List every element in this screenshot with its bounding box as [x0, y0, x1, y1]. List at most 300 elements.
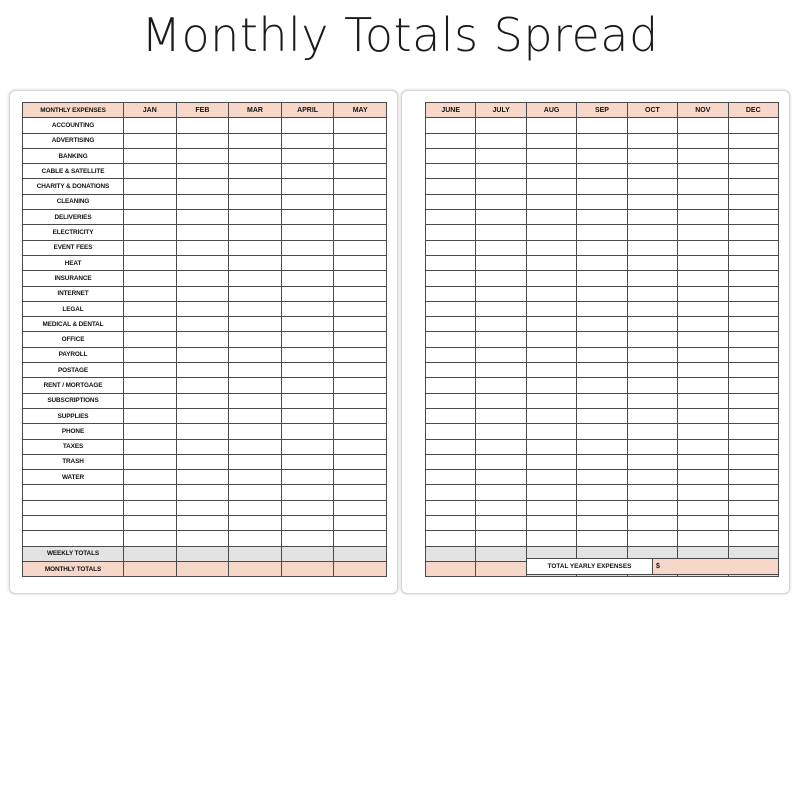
amount-cell[interactable] — [281, 225, 334, 240]
amount-cell[interactable] — [124, 561, 177, 576]
amount-cell[interactable] — [526, 194, 576, 209]
amount-cell[interactable] — [124, 454, 177, 469]
amount-cell[interactable] — [678, 470, 728, 485]
amount-cell[interactable] — [176, 516, 229, 531]
amount-cell[interactable] — [476, 424, 526, 439]
amount-cell[interactable] — [678, 531, 728, 546]
amount-cell[interactable] — [334, 240, 387, 255]
amount-cell[interactable] — [728, 531, 778, 546]
amount-cell[interactable] — [526, 470, 576, 485]
amount-cell[interactable] — [176, 378, 229, 393]
amount-cell[interactable] — [426, 179, 476, 194]
amount-cell[interactable] — [229, 500, 282, 515]
amount-cell[interactable] — [577, 332, 627, 347]
amount-cell[interactable] — [728, 470, 778, 485]
amount-cell[interactable] — [229, 225, 282, 240]
amount-cell[interactable] — [728, 118, 778, 133]
amount-cell[interactable] — [334, 454, 387, 469]
amount-cell[interactable] — [627, 271, 677, 286]
amount-cell[interactable] — [124, 225, 177, 240]
amount-cell[interactable] — [281, 164, 334, 179]
amount-cell[interactable] — [627, 301, 677, 316]
amount-cell[interactable] — [577, 485, 627, 500]
amount-cell[interactable] — [176, 363, 229, 378]
amount-cell[interactable] — [728, 500, 778, 515]
amount-cell[interactable] — [281, 240, 334, 255]
amount-cell[interactable] — [334, 286, 387, 301]
amount-cell[interactable] — [426, 454, 476, 469]
amount-cell[interactable] — [526, 500, 576, 515]
amount-cell[interactable] — [334, 210, 387, 225]
amount-cell[interactable] — [334, 148, 387, 163]
amount-cell[interactable] — [281, 500, 334, 515]
amount-cell[interactable] — [577, 516, 627, 531]
amount-cell[interactable] — [124, 133, 177, 148]
amount-cell[interactable] — [678, 210, 728, 225]
amount-cell[interactable] — [334, 516, 387, 531]
amount-cell[interactable] — [627, 286, 677, 301]
amount-cell[interactable] — [627, 332, 677, 347]
amount-cell[interactable] — [476, 301, 526, 316]
amount-cell[interactable] — [124, 424, 177, 439]
amount-cell[interactable] — [426, 347, 476, 362]
amount-cell[interactable] — [426, 363, 476, 378]
amount-cell[interactable] — [627, 317, 677, 332]
amount-cell[interactable] — [678, 408, 728, 423]
amount-cell[interactable] — [476, 408, 526, 423]
amount-cell[interactable] — [334, 194, 387, 209]
amount-cell[interactable] — [281, 255, 334, 270]
amount-cell[interactable] — [526, 485, 576, 500]
amount-cell[interactable] — [176, 546, 229, 561]
amount-cell[interactable] — [476, 347, 526, 362]
amount-cell[interactable] — [627, 408, 677, 423]
amount-cell[interactable] — [627, 255, 677, 270]
amount-cell[interactable] — [124, 240, 177, 255]
amount-cell[interactable] — [728, 164, 778, 179]
amount-cell[interactable] — [229, 454, 282, 469]
amount-cell[interactable] — [281, 485, 334, 500]
amount-cell[interactable] — [526, 363, 576, 378]
amount-cell[interactable] — [426, 240, 476, 255]
amount-cell[interactable] — [526, 317, 576, 332]
amount-cell[interactable] — [577, 317, 627, 332]
amount-cell[interactable] — [678, 347, 728, 362]
amount-cell[interactable] — [281, 470, 334, 485]
amount-cell[interactable] — [728, 240, 778, 255]
amount-cell[interactable] — [476, 363, 526, 378]
amount-cell[interactable] — [627, 240, 677, 255]
amount-cell[interactable] — [124, 210, 177, 225]
amount-cell[interactable] — [124, 148, 177, 163]
amount-cell[interactable] — [426, 393, 476, 408]
amount-cell[interactable] — [124, 118, 177, 133]
amount-cell[interactable] — [577, 225, 627, 240]
amount-cell[interactable] — [229, 164, 282, 179]
amount-cell[interactable] — [124, 378, 177, 393]
amount-cell[interactable] — [476, 439, 526, 454]
amount-cell[interactable] — [334, 347, 387, 362]
amount-cell[interactable] — [476, 286, 526, 301]
amount-cell[interactable] — [124, 164, 177, 179]
amount-cell[interactable] — [678, 118, 728, 133]
amount-cell[interactable] — [728, 317, 778, 332]
amount-cell[interactable] — [728, 255, 778, 270]
amount-cell[interactable] — [281, 118, 334, 133]
amount-cell[interactable] — [426, 210, 476, 225]
amount-cell[interactable] — [728, 225, 778, 240]
amount-cell[interactable] — [281, 271, 334, 286]
amount-cell[interactable] — [229, 210, 282, 225]
amount-cell[interactable] — [476, 546, 526, 561]
amount-cell[interactable] — [229, 332, 282, 347]
amount-cell[interactable] — [176, 148, 229, 163]
amount-cell[interactable] — [229, 408, 282, 423]
amount-cell[interactable] — [627, 118, 677, 133]
amount-cell[interactable] — [476, 179, 526, 194]
amount-cell[interactable] — [229, 148, 282, 163]
amount-cell[interactable] — [426, 516, 476, 531]
amount-cell[interactable] — [334, 424, 387, 439]
amount-cell[interactable] — [577, 255, 627, 270]
amount-cell[interactable] — [627, 424, 677, 439]
amount-cell[interactable] — [476, 225, 526, 240]
amount-cell[interactable] — [124, 194, 177, 209]
amount-cell[interactable] — [526, 225, 576, 240]
amount-cell[interactable] — [627, 363, 677, 378]
amount-cell[interactable] — [281, 531, 334, 546]
amount-cell[interactable] — [176, 531, 229, 546]
amount-cell[interactable] — [229, 133, 282, 148]
amount-cell[interactable] — [426, 546, 476, 561]
amount-cell[interactable] — [577, 179, 627, 194]
amount-cell[interactable] — [334, 301, 387, 316]
amount-cell[interactable] — [334, 271, 387, 286]
amount-cell[interactable] — [476, 378, 526, 393]
amount-cell[interactable] — [124, 286, 177, 301]
amount-cell[interactable] — [627, 500, 677, 515]
amount-cell[interactable] — [176, 240, 229, 255]
amount-cell[interactable] — [426, 470, 476, 485]
amount-cell[interactable] — [124, 470, 177, 485]
amount-cell[interactable] — [526, 164, 576, 179]
amount-cell[interactable] — [281, 454, 334, 469]
amount-cell[interactable] — [476, 470, 526, 485]
amount-cell[interactable] — [678, 255, 728, 270]
amount-cell[interactable] — [678, 225, 728, 240]
amount-cell[interactable] — [728, 179, 778, 194]
amount-cell[interactable] — [176, 332, 229, 347]
amount-cell[interactable] — [176, 118, 229, 133]
amount-cell[interactable] — [577, 194, 627, 209]
amount-cell[interactable] — [334, 546, 387, 561]
amount-cell[interactable] — [577, 470, 627, 485]
amount-cell[interactable] — [426, 424, 476, 439]
amount-cell[interactable] — [176, 255, 229, 270]
amount-cell[interactable] — [281, 561, 334, 576]
amount-cell[interactable] — [334, 317, 387, 332]
amount-cell[interactable] — [334, 500, 387, 515]
amount-cell[interactable] — [678, 271, 728, 286]
amount-cell[interactable] — [229, 194, 282, 209]
amount-cell[interactable] — [678, 194, 728, 209]
amount-cell[interactable] — [577, 454, 627, 469]
amount-cell[interactable] — [627, 470, 677, 485]
amount-cell[interactable] — [476, 271, 526, 286]
amount-cell[interactable] — [229, 363, 282, 378]
amount-cell[interactable] — [526, 424, 576, 439]
amount-cell[interactable] — [526, 378, 576, 393]
amount-cell[interactable] — [577, 133, 627, 148]
amount-cell[interactable] — [728, 516, 778, 531]
amount-cell[interactable] — [281, 408, 334, 423]
amount-cell[interactable] — [124, 347, 177, 362]
amount-cell[interactable] — [526, 210, 576, 225]
amount-cell[interactable] — [334, 439, 387, 454]
amount-cell[interactable] — [176, 561, 229, 576]
amount-cell[interactable] — [334, 408, 387, 423]
amount-cell[interactable] — [229, 424, 282, 439]
amount-cell[interactable] — [124, 408, 177, 423]
amount-cell[interactable] — [229, 271, 282, 286]
amount-cell[interactable] — [526, 439, 576, 454]
amount-cell[interactable] — [334, 470, 387, 485]
amount-cell[interactable] — [476, 393, 526, 408]
amount-cell[interactable] — [476, 240, 526, 255]
amount-cell[interactable] — [627, 225, 677, 240]
amount-cell[interactable] — [124, 393, 177, 408]
amount-cell[interactable] — [124, 255, 177, 270]
amount-cell[interactable] — [577, 378, 627, 393]
amount-cell[interactable] — [577, 148, 627, 163]
amount-cell[interactable] — [426, 118, 476, 133]
amount-cell[interactable] — [281, 546, 334, 561]
amount-cell[interactable] — [281, 363, 334, 378]
amount-cell[interactable] — [728, 439, 778, 454]
amount-cell[interactable] — [627, 133, 677, 148]
amount-cell[interactable] — [577, 301, 627, 316]
amount-cell[interactable] — [176, 301, 229, 316]
amount-cell[interactable] — [334, 363, 387, 378]
amount-cell[interactable] — [526, 133, 576, 148]
amount-cell[interactable] — [678, 240, 728, 255]
amount-cell[interactable] — [476, 194, 526, 209]
amount-cell[interactable] — [476, 531, 526, 546]
amount-cell[interactable] — [281, 133, 334, 148]
amount-cell[interactable] — [627, 148, 677, 163]
amount-cell[interactable] — [526, 516, 576, 531]
amount-cell[interactable] — [678, 179, 728, 194]
amount-cell[interactable] — [627, 516, 677, 531]
amount-cell[interactable] — [476, 332, 526, 347]
amount-cell[interactable] — [678, 148, 728, 163]
amount-cell[interactable] — [728, 133, 778, 148]
amount-cell[interactable] — [577, 424, 627, 439]
amount-cell[interactable] — [229, 546, 282, 561]
amount-cell[interactable] — [334, 133, 387, 148]
amount-cell[interactable] — [678, 332, 728, 347]
amount-cell[interactable] — [476, 148, 526, 163]
amount-cell[interactable] — [678, 500, 728, 515]
amount-cell[interactable] — [229, 516, 282, 531]
amount-cell[interactable] — [627, 210, 677, 225]
amount-cell[interactable] — [334, 332, 387, 347]
amount-cell[interactable] — [124, 531, 177, 546]
amount-cell[interactable] — [728, 286, 778, 301]
amount-cell[interactable] — [426, 271, 476, 286]
amount-cell[interactable] — [229, 286, 282, 301]
amount-cell[interactable] — [124, 301, 177, 316]
amount-cell[interactable] — [176, 500, 229, 515]
amount-cell[interactable] — [627, 378, 677, 393]
amount-cell[interactable] — [577, 500, 627, 515]
amount-cell[interactable] — [229, 179, 282, 194]
amount-cell[interactable] — [678, 317, 728, 332]
amount-cell[interactable] — [627, 439, 677, 454]
amount-cell[interactable] — [229, 561, 282, 576]
total-yearly-value[interactable]: $ — [653, 559, 779, 575]
amount-cell[interactable] — [426, 225, 476, 240]
amount-cell[interactable] — [577, 393, 627, 408]
amount-cell[interactable] — [627, 454, 677, 469]
amount-cell[interactable] — [426, 408, 476, 423]
amount-cell[interactable] — [728, 271, 778, 286]
amount-cell[interactable] — [728, 148, 778, 163]
amount-cell[interactable] — [678, 133, 728, 148]
amount-cell[interactable] — [577, 347, 627, 362]
amount-cell[interactable] — [728, 424, 778, 439]
amount-cell[interactable] — [176, 271, 229, 286]
amount-cell[interactable] — [281, 317, 334, 332]
amount-cell[interactable] — [577, 240, 627, 255]
amount-cell[interactable] — [577, 408, 627, 423]
amount-cell[interactable] — [627, 485, 677, 500]
amount-cell[interactable] — [281, 332, 334, 347]
amount-cell[interactable] — [577, 363, 627, 378]
amount-cell[interactable] — [281, 286, 334, 301]
amount-cell[interactable] — [176, 164, 229, 179]
amount-cell[interactable] — [728, 378, 778, 393]
amount-cell[interactable] — [627, 164, 677, 179]
amount-cell[interactable] — [176, 470, 229, 485]
amount-cell[interactable] — [176, 133, 229, 148]
amount-cell[interactable] — [476, 454, 526, 469]
amount-cell[interactable] — [281, 347, 334, 362]
amount-cell[interactable] — [426, 378, 476, 393]
amount-cell[interactable] — [426, 500, 476, 515]
amount-cell[interactable] — [229, 439, 282, 454]
amount-cell[interactable] — [678, 424, 728, 439]
amount-cell[interactable] — [526, 347, 576, 362]
amount-cell[interactable] — [526, 393, 576, 408]
amount-cell[interactable] — [728, 347, 778, 362]
amount-cell[interactable] — [526, 286, 576, 301]
amount-cell[interactable] — [577, 439, 627, 454]
amount-cell[interactable] — [281, 516, 334, 531]
amount-cell[interactable] — [229, 347, 282, 362]
amount-cell[interactable] — [728, 408, 778, 423]
amount-cell[interactable] — [426, 164, 476, 179]
amount-cell[interactable] — [678, 393, 728, 408]
amount-cell[interactable] — [176, 485, 229, 500]
amount-cell[interactable] — [176, 286, 229, 301]
amount-cell[interactable] — [229, 301, 282, 316]
amount-cell[interactable] — [334, 393, 387, 408]
amount-cell[interactable] — [476, 500, 526, 515]
amount-cell[interactable] — [124, 271, 177, 286]
amount-cell[interactable] — [176, 439, 229, 454]
amount-cell[interactable] — [728, 363, 778, 378]
amount-cell[interactable] — [229, 531, 282, 546]
amount-cell[interactable] — [176, 194, 229, 209]
amount-cell[interactable] — [526, 118, 576, 133]
amount-cell[interactable] — [281, 194, 334, 209]
amount-cell[interactable] — [124, 485, 177, 500]
amount-cell[interactable] — [426, 286, 476, 301]
amount-cell[interactable] — [426, 148, 476, 163]
amount-cell[interactable] — [426, 561, 476, 576]
amount-cell[interactable] — [176, 393, 229, 408]
amount-cell[interactable] — [229, 255, 282, 270]
amount-cell[interactable] — [678, 439, 728, 454]
amount-cell[interactable] — [426, 332, 476, 347]
amount-cell[interactable] — [728, 301, 778, 316]
amount-cell[interactable] — [476, 118, 526, 133]
amount-cell[interactable] — [426, 485, 476, 500]
amount-cell[interactable] — [728, 194, 778, 209]
amount-cell[interactable] — [476, 210, 526, 225]
amount-cell[interactable] — [728, 210, 778, 225]
amount-cell[interactable] — [476, 255, 526, 270]
amount-cell[interactable] — [426, 133, 476, 148]
amount-cell[interactable] — [476, 317, 526, 332]
amount-cell[interactable] — [627, 194, 677, 209]
amount-cell[interactable] — [426, 194, 476, 209]
amount-cell[interactable] — [176, 225, 229, 240]
amount-cell[interactable] — [476, 133, 526, 148]
amount-cell[interactable] — [281, 378, 334, 393]
amount-cell[interactable] — [124, 500, 177, 515]
amount-cell[interactable] — [426, 255, 476, 270]
amount-cell[interactable] — [176, 454, 229, 469]
amount-cell[interactable] — [526, 148, 576, 163]
amount-cell[interactable] — [426, 317, 476, 332]
amount-cell[interactable] — [229, 118, 282, 133]
amount-cell[interactable] — [334, 378, 387, 393]
amount-cell[interactable] — [476, 164, 526, 179]
amount-cell[interactable] — [124, 317, 177, 332]
amount-cell[interactable] — [526, 408, 576, 423]
amount-cell[interactable] — [577, 210, 627, 225]
amount-cell[interactable] — [229, 470, 282, 485]
amount-cell[interactable] — [426, 439, 476, 454]
amount-cell[interactable] — [124, 332, 177, 347]
amount-cell[interactable] — [281, 301, 334, 316]
amount-cell[interactable] — [334, 255, 387, 270]
amount-cell[interactable] — [334, 561, 387, 576]
amount-cell[interactable] — [678, 286, 728, 301]
amount-cell[interactable] — [577, 271, 627, 286]
amount-cell[interactable] — [176, 408, 229, 423]
amount-cell[interactable] — [678, 378, 728, 393]
amount-cell[interactable] — [176, 179, 229, 194]
amount-cell[interactable] — [728, 454, 778, 469]
amount-cell[interactable] — [176, 210, 229, 225]
amount-cell[interactable] — [124, 363, 177, 378]
amount-cell[interactable] — [281, 148, 334, 163]
amount-cell[interactable] — [426, 531, 476, 546]
amount-cell[interactable] — [124, 516, 177, 531]
